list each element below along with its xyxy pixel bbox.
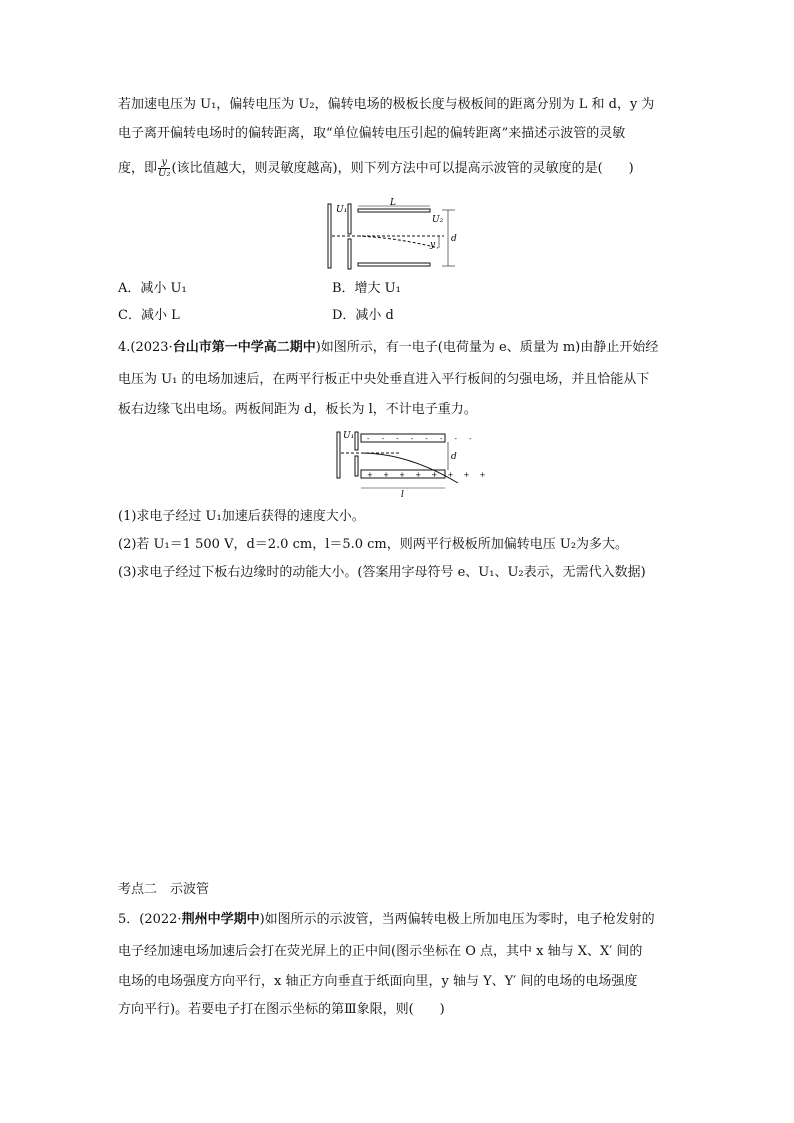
q3-upper-plate xyxy=(358,209,430,212)
q5-line-3: 电场的电场强度方向平行，x 轴正方向垂直于纸面向里，y 轴与 Y、Y′ 间的电场的电场强度 xyxy=(118,974,638,989)
q3-line-3-suffix: (该比值越大，则灵敏度越高)，则下列方法中可以提高示波管的灵敏度的是( ) xyxy=(171,161,634,176)
q4-plus-signs: + + + + + + + + xyxy=(367,471,490,479)
q3-label-u1: U₁ xyxy=(336,205,348,215)
q4-sub-1: (1)求电子经过 U₁加速后获得的速度大小。 xyxy=(118,509,365,524)
q5-line-2: 电子经加速电场加速后会打在荧光屏上的正中间(图示坐标在 O 点，其中 x 轴与 X、X′ 间的 xyxy=(118,944,643,959)
q3-label-u2: U₂ xyxy=(432,215,444,225)
q3-label-L: L xyxy=(390,198,396,208)
q4-line-1-rest: )如图所示，有一电子(电荷量为 e、质量为 m)由静止开始经 xyxy=(315,340,659,355)
q4-deflection-figure xyxy=(333,428,490,500)
q5-source: 荆州中学期中 xyxy=(181,912,260,927)
q3-lower-plate xyxy=(358,263,430,266)
option-a: A．减小 U₁ xyxy=(118,281,187,296)
option-b: B．增大 U₁ xyxy=(332,281,401,296)
q4-left-plate xyxy=(337,432,340,478)
q4-sub-2: (2)若 U₁＝1 500 V，d＝2.0 cm，l＝5.0 cm，则两平行极板所加偏转电压 U₂为多大。 xyxy=(118,537,629,552)
q4-source: 台山市第一中学高二期中 xyxy=(172,340,316,355)
q5-prefix: 5．(2022· xyxy=(118,912,182,927)
q4-label-d: d xyxy=(451,452,457,462)
q3-deflection-figure xyxy=(320,196,470,274)
q4-line-2: 电压为 U₁ 的电场加速后，在两平行板正中央处垂直进入平行板间的匀强电场，并且恰能从下 xyxy=(118,372,650,387)
section-title: 考点二 示波管 xyxy=(118,882,210,897)
q3-accel-plate-bottom xyxy=(348,239,351,269)
q3-line-2: 电子离开偏转电场时的偏转距离，取“单位偏转电压引起的偏转距离”来描述示波管的灵敏 xyxy=(118,126,626,141)
q4-sub-3: (3)求电子经过下板右边缘时的动能大小。(答案用字母符号 e、U₁、U₂表示，无需代入数据) xyxy=(118,565,646,580)
q3-line-3 xyxy=(118,158,634,179)
q4-minus-signs: - - - - - - - - xyxy=(367,435,477,443)
q4-line-1 xyxy=(118,338,658,358)
fraction-numerator: y xyxy=(158,158,170,169)
q4-label-l: l xyxy=(401,490,404,500)
q4-accel-plate-top xyxy=(355,432,358,450)
option-d: D．减小 d xyxy=(332,308,394,323)
sensitivity-fraction xyxy=(158,158,170,179)
q3-label-y: y xyxy=(430,240,436,250)
q3-accel-plate-top xyxy=(348,204,351,234)
q4-prefix: 4.(2023· xyxy=(118,340,173,355)
q5-line-1 xyxy=(118,910,655,930)
q3-trajectory xyxy=(358,236,438,248)
q4-accel-plate-bottom xyxy=(355,456,358,476)
option-c: C．减小 L xyxy=(118,308,180,323)
q4-line-3: 板右边缘飞出电场。两板间距为 d，板长为 l，不计电子重力。 xyxy=(118,402,477,417)
q3-line-1: 若加速电压为 U₁，偏转电压为 U₂，偏转电场的极板长度与极板间的距离分别为 L 和 d，y 为 xyxy=(118,97,655,112)
q5-line-4: 方向平行)。若要电子打在图示坐标的第Ⅲ象限，则( ) xyxy=(118,1002,445,1017)
q3-line-3-prefix: 度，即 xyxy=(118,161,158,176)
q3-label-d: d xyxy=(451,234,457,244)
q3-left-plate xyxy=(328,204,331,268)
fraction-denominator: U₂ xyxy=(158,168,171,179)
q5-line-1-rest: )如图所示的示波管，当两偏转电极上所加电压为零时，电子枪发射的 xyxy=(259,912,655,927)
q4-label-u1: U₁ xyxy=(343,431,355,441)
